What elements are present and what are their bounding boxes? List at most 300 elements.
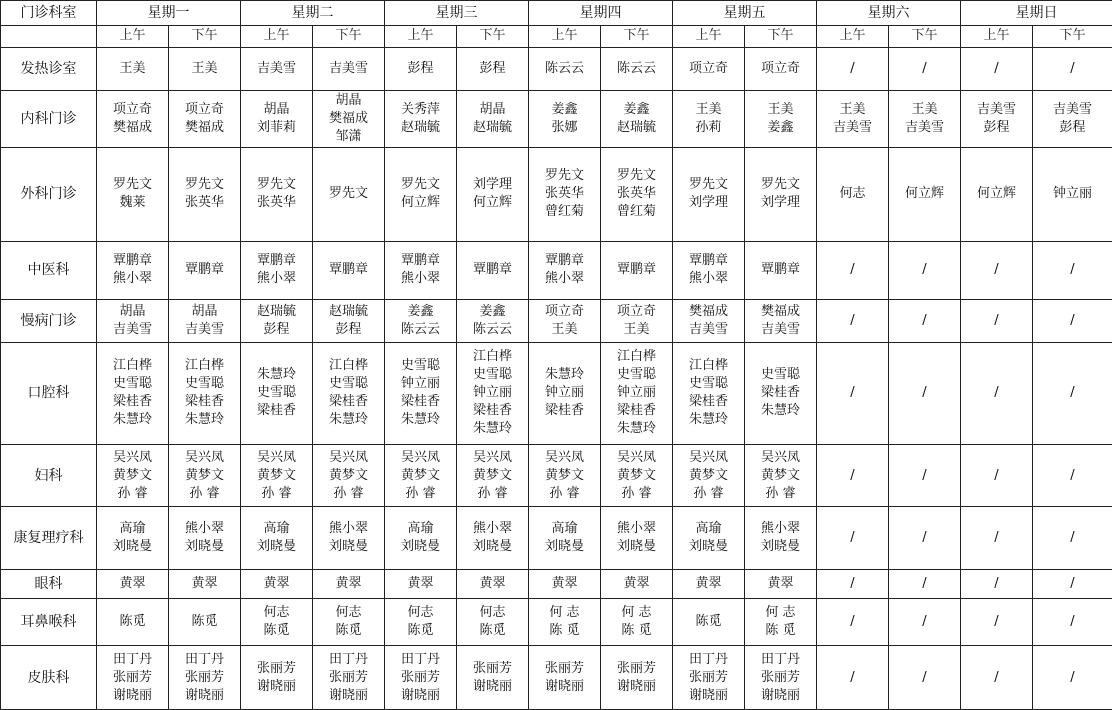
staff-name: 朱慧玲: [328, 412, 368, 428]
staff-name: 陈 觅: [549, 623, 580, 639]
schedule-cell: [313, 599, 385, 646]
staff-name: /: [994, 669, 999, 685]
schedule-cell: [313, 91, 385, 147]
staff-name: 刘晓曼: [760, 539, 800, 555]
schedule-cell: [889, 506, 961, 570]
staff-name: 朱慧玲: [688, 412, 728, 428]
staff-name: 江白桦: [616, 349, 656, 365]
schedule-cell: [457, 445, 529, 507]
staff-name: 胡晶: [191, 303, 218, 319]
schedule-cell: [673, 570, 745, 599]
staff-name: /: [1070, 385, 1075, 401]
staff-name: 樊福成: [112, 119, 152, 135]
staff-name: /: [850, 262, 855, 278]
staff-name: 张英华: [616, 186, 656, 202]
period-am: 上午: [673, 25, 745, 48]
staff-name: 覃鹏章: [544, 253, 584, 269]
staff-name: 何立辉: [904, 186, 944, 202]
period-header-blank: [1, 25, 97, 48]
staff-name: 吴兴凤: [544, 449, 584, 465]
staff-name: 王美: [767, 101, 794, 117]
staff-name: 陈云云: [544, 61, 584, 77]
day-header-wed: 星期三: [385, 1, 529, 26]
staff-name: 高瑜: [119, 521, 146, 537]
dept-column-header: 门诊科室: [1, 1, 97, 26]
staff-name: 刘菲莉: [256, 119, 296, 135]
schedule-cell: [241, 342, 313, 445]
staff-name: 罗先文: [400, 177, 440, 193]
staff-name: 关秀萍: [400, 101, 440, 117]
schedule-cell: [673, 242, 745, 299]
staff-name: 孙 睿: [621, 485, 652, 501]
staff-name: 吴兴凤: [616, 449, 656, 465]
staff-name: 覃鹏章: [112, 253, 152, 269]
staff-name: 罗先文: [760, 177, 800, 193]
staff-name: 史雪聪: [616, 367, 656, 383]
table-row: [1, 445, 1112, 507]
staff-name: 孙 睿: [405, 485, 436, 501]
staff-name: 梁桂香: [400, 394, 440, 410]
staff-name: 赵瑞毓: [256, 303, 296, 319]
schedule-cell: [529, 506, 601, 570]
schedule-cell: [601, 91, 673, 147]
staff-name: 谢晓丽: [184, 687, 224, 703]
schedule-cell: [385, 299, 457, 342]
staff-name: 赵瑞毓: [328, 303, 368, 319]
staff-name: 熊小翠: [688, 271, 728, 287]
staff-name: /: [922, 467, 927, 483]
staff-name: 吴兴凤: [256, 449, 296, 465]
staff-name: 史雪聪: [328, 376, 368, 392]
staff-name: 梁桂香: [184, 394, 224, 410]
schedule-cell: [457, 599, 529, 646]
staff-name: 何志: [335, 605, 362, 621]
staff-name: 吉美雪: [976, 101, 1016, 117]
staff-name: 赵瑞毓: [472, 119, 512, 135]
schedule-cell: [169, 506, 241, 570]
schedule-cell: [745, 506, 817, 570]
staff-name: 罗先文: [184, 177, 224, 193]
schedule-cell: [457, 506, 529, 570]
staff-name: 樊福成: [688, 303, 728, 319]
staff-name: 黄梦文: [688, 467, 728, 483]
staff-name: 黄翠: [551, 576, 578, 592]
schedule-cell: [745, 147, 817, 241]
schedule-cell: [961, 646, 1033, 710]
schedule-cell: [673, 48, 745, 91]
schedule-cell: [169, 599, 241, 646]
schedule-cell: [97, 342, 169, 445]
staff-name: 张丽芳: [688, 669, 728, 685]
schedule-cell: [97, 48, 169, 91]
period-am: 上午: [97, 25, 169, 48]
staff-name: 姜鑫: [407, 303, 434, 319]
staff-name: 熊小翠: [112, 271, 152, 287]
schedule-cell: [169, 242, 241, 299]
period-pm: 下午: [889, 25, 961, 48]
staff-name: 梁桂香: [328, 394, 368, 410]
staff-name: 黄梦文: [544, 467, 584, 483]
schedule-cell: [169, 646, 241, 710]
staff-name: 江白桦: [112, 358, 152, 374]
schedule-cell: [961, 299, 1033, 342]
schedule-cell: [745, 570, 817, 599]
staff-name: 王美: [839, 101, 866, 117]
schedule-cell: [97, 506, 169, 570]
staff-name: 黄翠: [767, 576, 794, 592]
staff-name: 何立辉: [400, 195, 440, 211]
day-header-tue: 星期二: [241, 1, 385, 26]
staff-name: 曾红菊: [616, 204, 656, 220]
staff-name: 吉美雪: [904, 119, 944, 135]
staff-name: 吉美雪: [184, 321, 224, 337]
staff-name: 陈 觅: [621, 623, 652, 639]
staff-name: 吴兴凤: [400, 449, 440, 465]
schedule-cell: [313, 48, 385, 91]
staff-name: 魏莱: [119, 195, 146, 211]
schedule-cell: [817, 299, 889, 342]
staff-name: /: [850, 614, 855, 630]
schedule-cell: [673, 91, 745, 147]
schedule-cell: [889, 599, 961, 646]
table-row: [1, 91, 1112, 147]
schedule-cell: [241, 48, 313, 91]
staff-name: 陈云云: [616, 61, 656, 77]
staff-name: /: [922, 614, 927, 630]
staff-name: 刘学理: [688, 195, 728, 211]
staff-name: 吴兴凤: [328, 449, 368, 465]
staff-name: 彭程: [263, 321, 290, 337]
schedule-cell: [745, 445, 817, 507]
schedule-cell: [1033, 147, 1112, 241]
staff-name: 朱慧玲: [184, 412, 224, 428]
staff-name: 彭程: [479, 61, 506, 77]
schedule-cell: [1033, 646, 1112, 710]
staff-name: 刘晓曼: [472, 539, 512, 555]
schedule-cell: [313, 506, 385, 570]
schedule-cell: [889, 91, 961, 147]
dept-name-cell: 耳鼻喉科: [1, 599, 97, 646]
schedule-cell: [673, 147, 745, 241]
staff-name: 刘晓曼: [256, 539, 296, 555]
staff-name: 陈觅: [695, 614, 722, 630]
table-row: [1, 48, 1112, 91]
schedule-cell: [313, 242, 385, 299]
staff-name: 吉美雪: [760, 321, 800, 337]
staff-name: 吉美雪: [688, 321, 728, 337]
schedule-cell: [529, 646, 601, 710]
schedule-cell: [601, 445, 673, 507]
staff-name: 梁桂香: [472, 403, 512, 419]
staff-name: /: [922, 669, 927, 685]
schedule-cell: [241, 445, 313, 507]
staff-name: 邹潇: [335, 128, 362, 144]
staff-name: 黄梦文: [400, 467, 440, 483]
staff-name: /: [994, 385, 999, 401]
staff-name: 王美: [695, 101, 722, 117]
staff-name: 黄翠: [695, 576, 722, 592]
staff-name: 何志: [479, 605, 506, 621]
staff-name: 刘晓曼: [616, 539, 656, 555]
staff-name: 覃鹏章: [688, 253, 728, 269]
staff-name: 谢晓丽: [256, 678, 296, 694]
staff-name: 黄翠: [263, 576, 290, 592]
staff-name: 朱慧玲: [616, 421, 656, 437]
schedule-cell: [745, 646, 817, 710]
schedule-cell: [457, 147, 529, 241]
schedule-cell: [745, 299, 817, 342]
staff-name: 樊福成: [184, 119, 224, 135]
day-header-fri: 星期五: [673, 1, 817, 26]
staff-name: 熊小翠: [760, 521, 800, 537]
schedule-cell: [529, 570, 601, 599]
schedule-cell: [817, 599, 889, 646]
schedule-cell: [313, 299, 385, 342]
header-period-row: [1, 25, 1112, 48]
staff-name: 刘学理: [472, 177, 512, 193]
staff-name: 史雪聪: [256, 385, 296, 401]
staff-name: 姜鑫: [623, 101, 650, 117]
staff-name: 熊小翠: [256, 271, 296, 287]
staff-name: 黄梦文: [112, 467, 152, 483]
staff-name: 张丽芳: [400, 669, 440, 685]
day-header-sun: 星期日: [961, 1, 1112, 26]
schedule-cell: [169, 91, 241, 147]
staff-name: 项立奇: [688, 61, 728, 77]
staff-name: 何志: [407, 605, 434, 621]
schedule-cell: [817, 570, 889, 599]
staff-name: 陈觅: [191, 614, 218, 630]
staff-name: 樊福成: [328, 110, 368, 126]
staff-name: 何 志: [621, 605, 652, 621]
schedule-cell: [817, 91, 889, 147]
staff-name: 朱慧玲: [472, 421, 512, 437]
schedule-cell: [745, 242, 817, 299]
schedule-cell: [97, 570, 169, 599]
schedule-cell: [457, 646, 529, 710]
staff-name: 吉美雪: [328, 61, 368, 77]
staff-name: 熊小翠: [328, 521, 368, 537]
schedule-cell: [601, 242, 673, 299]
staff-name: 赵瑞毓: [400, 119, 440, 135]
staff-name: 谢晓丽: [688, 687, 728, 703]
staff-name: 罗先文: [328, 186, 368, 202]
schedule-cell: [673, 299, 745, 342]
dept-name-cell: 中医科: [1, 242, 97, 299]
staff-name: 张丽芳: [184, 669, 224, 685]
schedule-cell: [529, 242, 601, 299]
staff-name: 黄梦文: [256, 467, 296, 483]
period-am: 上午: [241, 25, 313, 48]
staff-name: /: [850, 467, 855, 483]
staff-name: 孙 睿: [261, 485, 292, 501]
staff-name: 田丁丹: [184, 651, 224, 667]
schedule-cell: [601, 506, 673, 570]
period-pm: 下午: [601, 25, 673, 48]
schedule-cell: [529, 599, 601, 646]
schedule-cell: [529, 445, 601, 507]
schedule-cell: [97, 147, 169, 241]
staff-name: /: [994, 530, 999, 546]
staff-name: 胡晶: [263, 101, 290, 117]
schedule-cell: [817, 646, 889, 710]
staff-name: 黄翠: [479, 576, 506, 592]
staff-name: 史雪聪: [400, 358, 440, 374]
staff-name: 何 志: [549, 605, 580, 621]
staff-name: /: [850, 312, 855, 328]
staff-name: 高瑜: [407, 521, 434, 537]
staff-name: 朱慧玲: [400, 412, 440, 428]
schedule-cell: [385, 646, 457, 710]
staff-name: 谢晓丽: [760, 687, 800, 703]
staff-name: /: [922, 576, 927, 592]
period-pm: 下午: [313, 25, 385, 48]
staff-name: 谢晓丽: [544, 678, 584, 694]
staff-name: 刘晓曼: [688, 539, 728, 555]
staff-name: 梁桂香: [760, 385, 800, 401]
staff-name: 梁桂香: [112, 394, 152, 410]
staff-name: 梁桂香: [256, 403, 296, 419]
staff-name: /: [1070, 530, 1075, 546]
staff-name: 黄翠: [335, 576, 362, 592]
staff-name: /: [1070, 669, 1075, 685]
dept-name-cell: 皮肤科: [1, 646, 97, 710]
staff-name: 何志: [839, 186, 866, 202]
staff-name: 黄翠: [407, 576, 434, 592]
schedule-cell: [817, 147, 889, 241]
schedule-cell: [601, 299, 673, 342]
staff-name: 孙 睿: [765, 485, 796, 501]
staff-name: 王美: [623, 321, 650, 337]
staff-name: 梁桂香: [544, 403, 584, 419]
schedule-cell: [961, 147, 1033, 241]
staff-name: 刘晓曼: [400, 539, 440, 555]
schedule-cell: [673, 599, 745, 646]
staff-name: 王美: [119, 61, 146, 77]
staff-name: 陈觅: [119, 614, 146, 630]
schedule-cell: [385, 48, 457, 91]
schedule-cell: [961, 242, 1033, 299]
staff-name: 姜鑫: [767, 119, 794, 135]
dept-name-cell: 妇科: [1, 445, 97, 507]
schedule-cell: [1033, 342, 1112, 445]
staff-name: 史雪聪: [184, 376, 224, 392]
table-row: [1, 570, 1112, 599]
staff-name: 罗先文: [688, 177, 728, 193]
schedule-cell: [889, 646, 961, 710]
schedule-cell: [1033, 599, 1112, 646]
schedule-cell: [961, 342, 1033, 445]
schedule-cell: [529, 342, 601, 445]
staff-name: /: [922, 530, 927, 546]
staff-name: 吴兴凤: [688, 449, 728, 465]
schedule-cell: [529, 48, 601, 91]
staff-name: 谢晓丽: [472, 678, 512, 694]
staff-name: 张娜: [551, 119, 578, 135]
schedule-cell: [817, 445, 889, 507]
staff-name: 姜鑫: [479, 303, 506, 319]
table-row: [1, 599, 1112, 646]
staff-name: 覃鹏章: [184, 262, 224, 278]
schedule-cell: [169, 48, 241, 91]
schedule-cell: [241, 242, 313, 299]
staff-name: 梁桂香: [616, 403, 656, 419]
schedule-cell: [889, 147, 961, 241]
table-row: [1, 342, 1112, 445]
schedule-cell: [97, 91, 169, 147]
staff-name: 张英华: [184, 195, 224, 211]
schedule-cell: [385, 506, 457, 570]
schedule-cell: [241, 599, 313, 646]
schedule-cell: [889, 299, 961, 342]
staff-name: /: [994, 576, 999, 592]
staff-name: /: [922, 312, 927, 328]
staff-name: 钟立丽: [1052, 186, 1092, 202]
schedule-cell: [241, 506, 313, 570]
staff-name: 史雪聪: [472, 367, 512, 383]
schedule-cell: [817, 342, 889, 445]
staff-name: 田丁丹: [688, 651, 728, 667]
schedule-cell: [889, 342, 961, 445]
schedule-cell: [1033, 299, 1112, 342]
staff-name: 王美: [191, 61, 218, 77]
staff-name: 黄梦文: [184, 467, 224, 483]
schedule-cell: [97, 445, 169, 507]
header-day-row: [1, 1, 1112, 26]
staff-name: 钟立丽: [400, 376, 440, 392]
period-am: 上午: [529, 25, 601, 48]
period-am: 上午: [385, 25, 457, 48]
staff-name: 吴兴凤: [112, 449, 152, 465]
schedule-cell: [241, 91, 313, 147]
schedule-cell: [385, 147, 457, 241]
staff-name: 吉美雪: [832, 119, 872, 135]
schedule-cell: [961, 599, 1033, 646]
schedule-cell: [961, 48, 1033, 91]
schedule-cell: [961, 445, 1033, 507]
staff-name: 樊福成: [760, 303, 800, 319]
staff-name: 张丽芳: [328, 669, 368, 685]
staff-name: 钟立丽: [544, 385, 584, 401]
staff-name: 何立辉: [472, 195, 512, 211]
staff-name: 史雪聪: [760, 367, 800, 383]
staff-name: /: [850, 385, 855, 401]
staff-name: 高瑜: [551, 521, 578, 537]
dept-name-cell: 慢病门诊: [1, 299, 97, 342]
staff-name: 彭程: [1059, 119, 1086, 135]
staff-name: 孙 睿: [693, 485, 724, 501]
day-header-thu: 星期四: [529, 1, 673, 26]
staff-name: 张英华: [256, 195, 296, 211]
schedule-cell: [169, 445, 241, 507]
period-pm: 下午: [169, 25, 241, 48]
staff-name: 刘晓曼: [112, 539, 152, 555]
schedule-cell: [1033, 506, 1112, 570]
schedule-cell: [385, 599, 457, 646]
staff-name: 黄梦文: [328, 467, 368, 483]
staff-name: 黄翠: [119, 576, 146, 592]
schedule-cell: [457, 299, 529, 342]
staff-name: 田丁丹: [760, 651, 800, 667]
staff-name: 覃鹏章: [472, 262, 512, 278]
staff-name: 高瑜: [695, 521, 722, 537]
staff-name: 朱慧玲: [112, 412, 152, 428]
staff-name: 吴兴凤: [472, 449, 512, 465]
table-row: [1, 506, 1112, 570]
staff-name: 项立奇: [544, 303, 584, 319]
schedule-cell: [745, 91, 817, 147]
schedule-cell: [169, 299, 241, 342]
